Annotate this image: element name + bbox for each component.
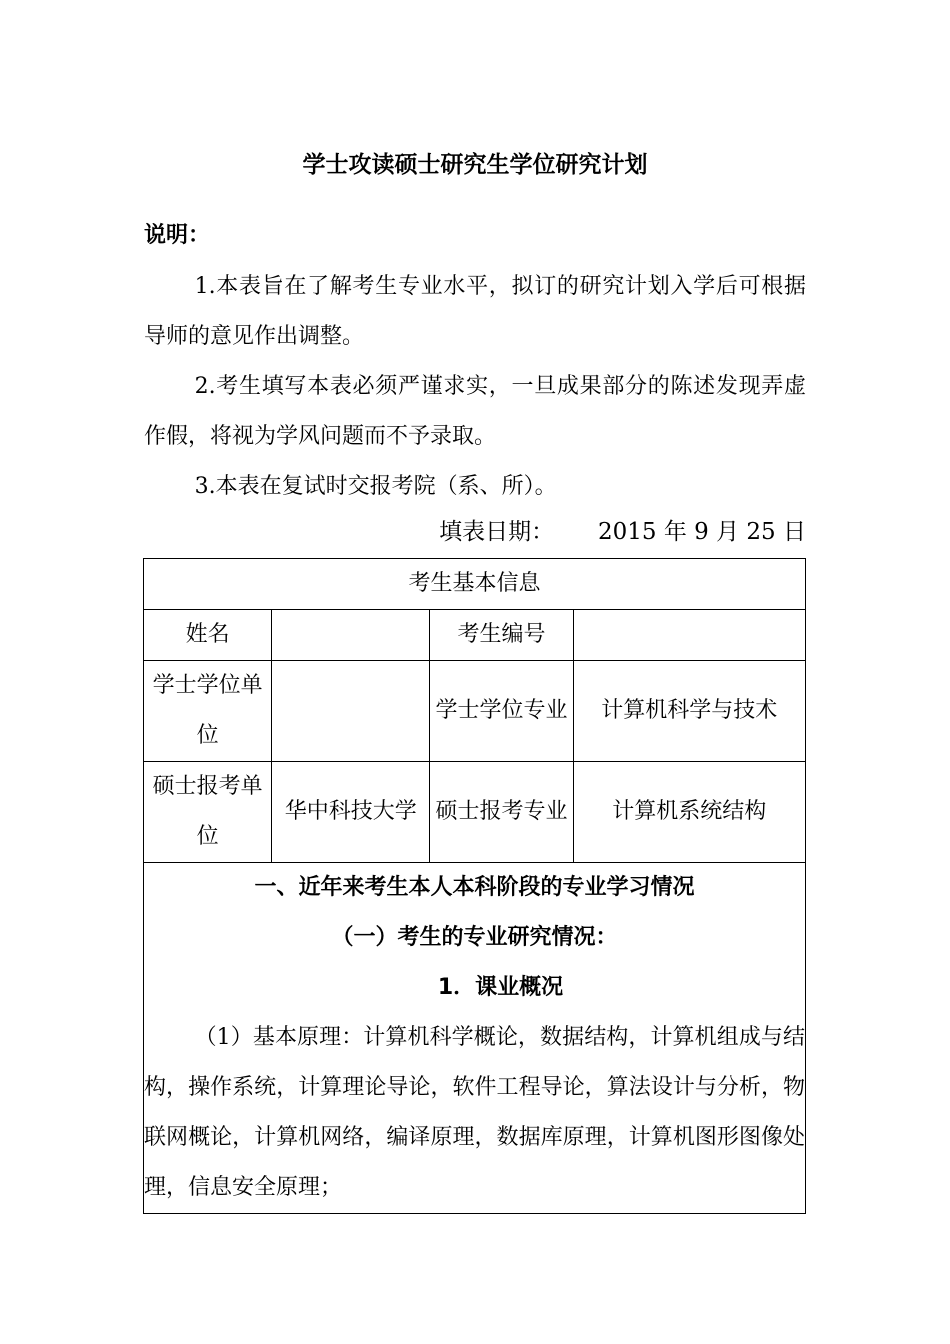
study-section	[144, 863, 806, 1214]
course-heading: 1．课业概况	[437, 975, 564, 1000]
candidate-no-value	[573, 610, 805, 661]
master-unit-value: 华中科技大学	[272, 762, 430, 863]
master-unit-label: 硕士报考单位	[144, 762, 272, 863]
master-major-value: 计算机系统结构	[573, 762, 805, 863]
document-title: 学士攻读硕士研究生学位研究计划	[302, 152, 648, 178]
bachelor-unit-label: 学士学位单位	[144, 661, 272, 762]
courses-text: （1）基本原理：计算机科学概论，数据结构，计算机组成与结构，操作系统，计算理论导论，软件工程导论，算法设计与分析，物联网概论，计算机网络，编译原理，数据库原理，计算机图形图像处理，信息安全原理；	[144, 1025, 805, 1200]
fill-date-label: 填表日期：	[439, 519, 555, 545]
name-value	[272, 610, 430, 661]
name-label: 姓名	[144, 610, 272, 661]
section-subtitle: （一）考生的专业研究情况：	[331, 925, 618, 950]
note-item-3: 3.本表在复试时交报考院（系、所）。	[194, 474, 557, 499]
table-header: 考生基本信息	[144, 559, 806, 610]
bachelor-unit-value	[272, 661, 430, 762]
bachelor-major-label: 学士学位专业	[430, 661, 573, 762]
fill-date-value: 2015 年 9 月 25 日	[598, 519, 806, 545]
candidate-info-table	[143, 558, 806, 1214]
candidate-no-label: 考生编号	[430, 610, 573, 661]
note-heading: 说明：	[144, 223, 211, 248]
fill-date	[439, 512, 806, 552]
section-title: 一、近年来考生本人本科阶段的专业学习情况	[254, 875, 695, 900]
master-major-label: 硕士报考专业	[430, 762, 573, 863]
note-item-2: 2.考生填写本表必须严谨求实，一旦成果部分的陈述发现弄虚作假，将视为学风问题而不予录取。	[144, 374, 806, 449]
bachelor-major-value: 计算机科学与技术	[573, 661, 805, 762]
notes-block	[144, 262, 806, 512]
note-item-1: 1.本表旨在了解考生专业水平，拟订的研究计划入学后可根据导师的意见作出调整。	[144, 274, 806, 349]
